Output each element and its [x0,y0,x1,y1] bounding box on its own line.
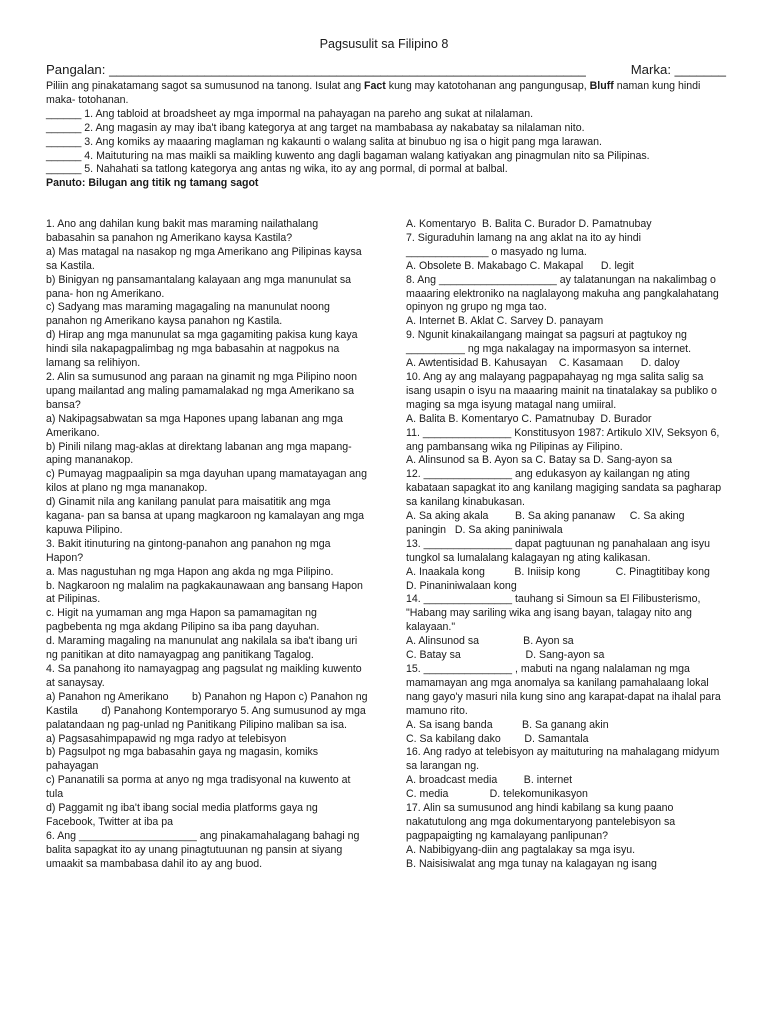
question-line: A. Komentaryo B. Balita C. Burador D. Pamatnubay [406,218,652,230]
question-line: 9. Ngunit kinakailangang maingat sa pagsuri at pagtukoy ng __________ ng mga nakalagay na impormasyon sa internet. [406,329,692,356]
instructions-pre: Piliin ang pinakatamang sagot sa sumusunod na tanong. Isulat ang [46,80,365,92]
question-line: 8. Ang ____________________ ay talatanungan na nakalimbag o maaaring elektroniko na naglalayong makuha ang pangkalahatang opinyon ng grupo ng mga tao. [406,273,722,314]
question-line: A. Sa aking akala B. Sa aking pananaw C. Sa aking paningin D. Sa aking paniniwala [406,510,688,536]
instructions-post: naman kung hindi maka- totohanan. [46,80,701,106]
left-column [46,218,371,978]
question-line: A. Internet B. Aklat C. Sarvey D. panayam [406,315,604,328]
question-line: C. media D. telekomunikasyon [406,788,588,801]
fact-bluff-item: ______ 5. Nahahati sa tatlong kategorya ang antas ng wika, ito ay ang pormal, di pormal at balbal. [46,163,508,176]
question-line: A. Balita B. Komentaryo C. Pamatnubay D. Burador [406,412,652,425]
instructions-mid: kung may katotohanan ang pangungusap, [385,80,590,92]
instructions-bluff: Bluff [589,80,614,92]
question-line: c) Pananatili sa porma at anyo ng mga tradisyonal na kuwento at tula [46,774,354,801]
page-title: Pagsusulit sa Filipino 8 [319,37,449,51]
question-line: a. Mas nagustuhan ng mga Hapon ang akda ng mga Pilipino. [46,565,334,578]
fact-bluff-item: ______ 3. Ang komiks ay maaaring maglaman ng kakaunti o walang salita at binubuo ng isa o higit pang mga larawan. [46,135,602,148]
question-line: a) Mas matagal na nasakop ng mga Amerikano ang Pilipinas kaysa sa Kastila. [46,245,365,272]
question-line: A. Alinsunod sa B. Ayon sa C. Batay sa D. Sang-ayon sa [406,454,672,467]
question-line: A. broadcast media B. internet [406,774,573,787]
name-score-line [46,62,726,78]
question-line: d) Ginamit nila ang kanilang panulat para maisatitik ang mga kagana- pan sa bansa at upang magkaroon ng kamalayan ang mga kapuwa Pilipino. [46,496,367,536]
question-line: d) Hirap ang mga manunulat sa mga gagamiting pakisa kung kaya hindi sila nakapagpalimbag ng mga babasahin at nagpokus na lamang sa relihiyon. [46,329,361,370]
instructions [46,80,722,108]
instructions-fact: Fact [364,80,386,92]
question-line: a) Panahon ng Amerikano b) Panahon ng Hapon c) Panahon ng Kastila d) Panahong Kontemporaryo 5. Ang sumusunod ay mga palatandaan ng pag-unlad ng Panitikang Pilipino maliban sa isa. [46,690,371,731]
question-line: 3. Bakit itinuturing na gintong-panahon ang panahon ng mga Hapon? [46,537,334,564]
question-line: A. Sa isang banda B. Sa ganang akin [406,718,609,731]
question-line: c) Sadyang mas maraming magagaling na manunulat noong panahon ng Amerikano kaysa panahon ng Kastila. [46,301,333,328]
question-line: b) Pagsulpot ng mga babasahin gaya ng magasin, komiks pahayagan [46,746,322,773]
question-line: c) Pumayag magpaalipin sa mga dayuhan upang mamatayagan ang kilos at plano ng mga mananakop. [46,468,370,495]
question-line: C. Sa kabilang dako D. Samantala [406,732,589,745]
question-line: 13. _______________ dapat pagtuunan ng panahalaan ang isyu tungkol sa lumalalang kalagayan ng ating kalikasan. [406,537,713,564]
question-line: C. Batay sa D. Sang-ayon sa [406,649,605,662]
question-line: b) Pinili nilang mag-aklas at direktang labanan ang mga mapang-aping mananakop. [46,440,352,467]
instructions-block [46,80,722,191]
question-line: b) Binigyan ng pansamantalang kalayaan ang mga manunulat sa pana- hon ng Amerikano. [46,273,355,300]
question-line: 1. Ano ang dahilan kung bakit mas maraming nailathalang babasahin sa panahon ng Amerikano kaysa Kastila? [46,218,322,244]
question-line: c. Higit na yumaman ang mga Hapon sa pamamagitan ng pagbebenta ng mga akdang Pilipino sa iba pang dayuhan. [46,607,320,634]
question-line: b. Nagkaroon ng malalim na pagkakaunawaan ang bansang Hapon at Pilipinas. [46,579,366,606]
fact-bluff-item: ______ 1. Ang tabloid at broadsheet ay mga impormal na pahayagan na pareho ang sukat at nilalaman. [46,107,534,120]
question-line: 4. Sa panahong ito namayagpag ang pagsulat ng maikling kuwento at sanaysay. [46,663,365,689]
fact-bluff-list [46,108,722,178]
question-line: 10. Ang ay ang malayang pagpapahayag ng mga salita salig sa isang usapin o isyu na maaaring mainit na tinatalakay sa publiko o maging sa mga isyung matagal nang umiiral. [406,370,720,411]
question-line: d) Paggamit ng iba't ibang social media platforms gaya ng Facebook, Twitter at iba pa [46,802,321,828]
question-line: A. Nabibigyang-diin ang pagtalakay sa mga isyu. [406,843,636,856]
question-line: A. Awtentisidad B. Kahusayan C. Kasamaan D. daloy [406,357,680,370]
marka-label: Marka: _______ [630,62,726,77]
question-line: A. Inaakala kong B. Iniisip kong C. Pinagtitibay kong D. Pinaniniwalaan kong [406,565,731,592]
question-line: 12. _______________ ang edukasyon ay kailangan ng ating kabataan sapagkat ito ang kanilang magiging sandata sa pagharap sa kanilang kinabukasan. [406,468,725,509]
pangalan-label: Pangalan: [46,62,110,77]
question-line: 17. Alin sa sumusunod ang hindi kabilang sa kung paano nakatutulong ang mga dokumentaryong pantelebisyon sa pagpapaigting ng kamalayang panlipunan? [406,802,679,842]
question-line: a) Nakipagsabwatan sa mga Hapones upang labanan ang mga Amerikano. [46,412,346,439]
question-line: 6. Ang ____________________ ang pinakamahalagang bahagi ng balita sapagkat ito ay unang pinagtutuunan ng pansin at siyang umaakit sa mambabasa dahil ito ay ang buod. [46,829,363,870]
panuto: Panuto: Bilugan ang titik ng tamang sagot [46,177,259,190]
question-line: 2. Alin sa sumusunod ang paraan na ginamit ng mga Pilipino noon upang mailantad ang maling pamamalakad ng mga Amerikano sa bansa? [46,370,360,411]
question-line: d. Maraming magaling na manunulat ang nakilala sa iba't ibang uri ng panitikan at dito namayagpag ang panitikang Tagalog. [46,635,361,662]
question-line: A. Alinsunod sa B. Ayon sa [406,635,574,648]
fact-bluff-item: ______ 2. Ang magasin ay may iba't ibang kategorya at ang target na mambabasa ay nakabatay sa nilalaman nito. [46,121,585,134]
right-column [406,218,731,978]
question-line: 15. _______________ , mabuti na ngang nalalaman ng mga mamamayan ang mga anomalya sa kanilang pamahalaang lokal nang gayo'y masuri nila kung sino ang karapat-dapat na ihalal para mamuno rito. [406,663,724,717]
fact-bluff-item: ______ 4. Maituturing na mas maikli sa maikling kuwento ang dagli bagaman walang katiyakan ang pinagmulan nito sa Pilipinas. [46,149,650,162]
question-line: a) Pagsasahimpapawid ng mga radyo at telebisyon [46,732,287,745]
question-line: 7. Siguraduhin lamang na ang aklat na ito ay hindi ______________ o masyado ng luma. [406,231,644,258]
question-line: A. Obsolete B. Makabago C. Makapal D. legit [406,259,634,272]
pangalan-blank: _________________________________________________________________ [109,62,586,77]
question-line: 11. _______________ Konstitusyon 1987: Artikulo XIV, Seksyon 6, ang pambansang wika ng Pilipinas ay Filipino. [406,426,723,453]
question-line: 16. Ang radyo at telebisyon ay maituturing na mahalagang midyum sa larangan ng. [406,746,723,773]
question-line: 14. _______________ tauhang si Simoun sa El Filibusterismo, "Habang may sariling wika ang isang bayan, talagay nito ang kalayaan." [406,593,704,634]
question-line: B. Naisisiwalat ang mga tunay na kalagayan ng isang [406,857,657,870]
